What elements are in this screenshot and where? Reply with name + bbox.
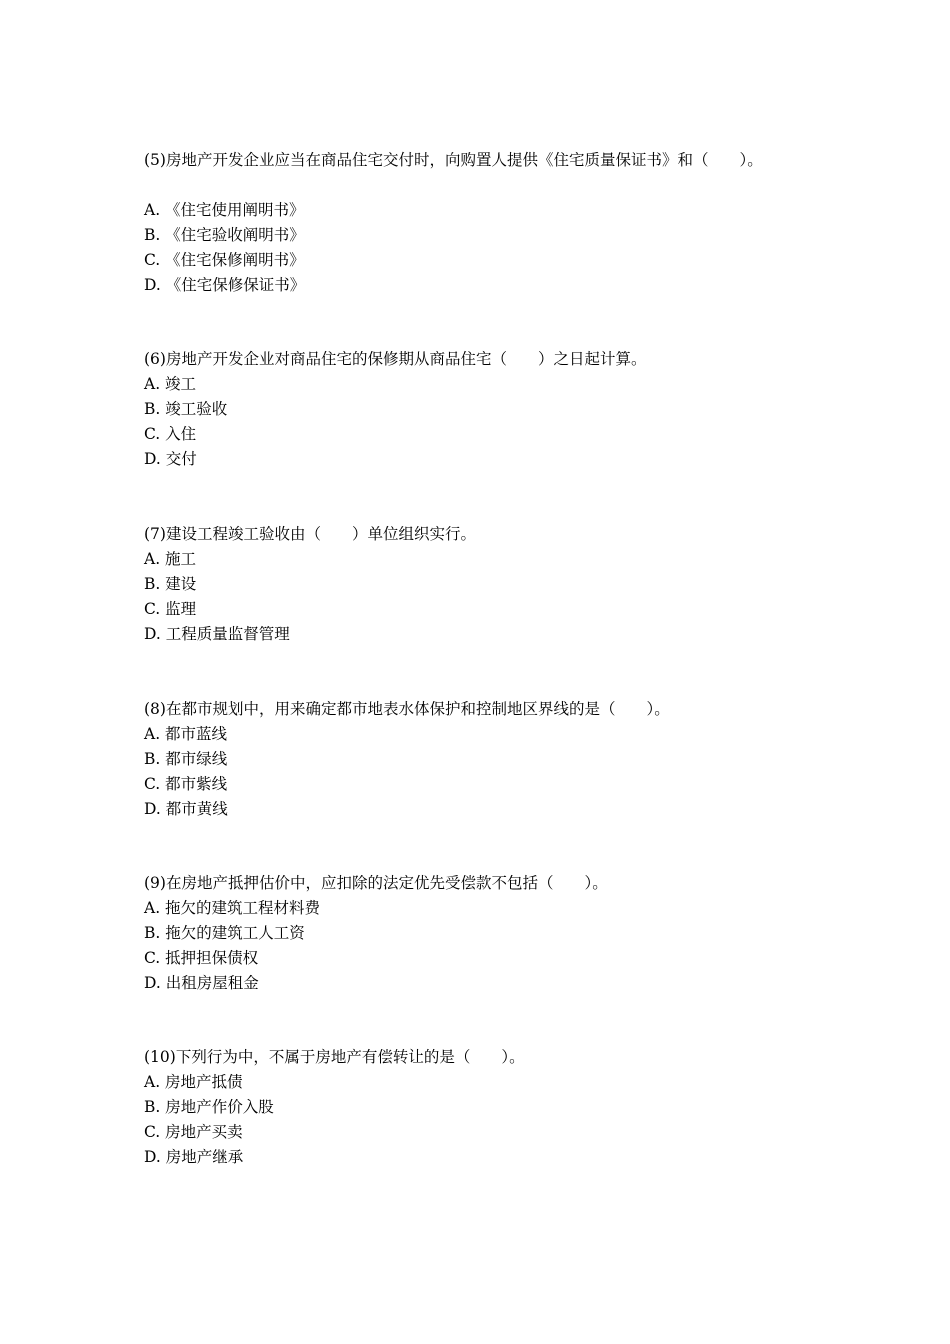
question-stem: (6)房地产开发企业对商品住宅的保修期从商品住宅（ ）之日起计算。 (144, 350, 647, 368)
option-d: D. 《住宅保修保证书》 (144, 276, 306, 294)
option-c: C. 入住 (144, 425, 197, 443)
option-d: D. 房地产继承 (144, 1148, 244, 1166)
question-5 (144, 148, 844, 298)
option-d: D. 工程质量监督管理 (144, 625, 290, 643)
question-stem: (9)在房地产抵押估价中，应扣除的法定优先受偿款不包括（ ）。 (144, 874, 608, 892)
question-8 (144, 697, 844, 822)
option-d: D. 都市黄线 (144, 800, 228, 818)
option-c: C. 监理 (144, 600, 197, 618)
question-stem: (7)建设工程竣工验收由（ ）单位组织实行。 (144, 525, 476, 543)
question-6 (144, 347, 844, 472)
option-d: D. 交付 (144, 450, 197, 468)
option-a: A. 房地产抵债 (144, 1073, 243, 1091)
option-a: A. 都市蓝线 (144, 725, 228, 743)
option-b: B. 建设 (144, 575, 197, 593)
option-a: A. 《住宅使用阐明书》 (144, 201, 305, 219)
option-c: C. 房地产买卖 (144, 1123, 243, 1141)
option-c: C. 都市紫线 (144, 775, 228, 793)
question-stem: (10)下列行为中，不属于房地产有偿转让的是（ ）。 (144, 1048, 525, 1066)
option-b: B. 房地产作价入股 (144, 1098, 274, 1116)
question-9 (144, 871, 844, 996)
option-b: B. 拖欠的建筑工人工资 (144, 924, 305, 942)
option-b: B. 都市绿线 (144, 750, 228, 768)
option-a: A. 竣工 (144, 375, 197, 393)
question-10 (144, 1045, 844, 1170)
option-a: A. 施工 (144, 550, 197, 568)
option-c: C. 《住宅保修阐明书》 (144, 251, 305, 269)
question-stem: (8)在都市规划中，用来确定都市地表水体保护和控制地区界线的是（ ）。 (144, 700, 670, 718)
option-b: B. 竣工验收 (144, 400, 228, 418)
option-b: B. 《住宅验收阐明书》 (144, 226, 305, 244)
option-c: C. 抵押担保债权 (144, 949, 259, 967)
question-stem: (5)房地产开发企业应当在商品住宅交付时，向购置人提供《住宅质量保证书》和（ ）。 (144, 151, 763, 169)
question-7 (144, 522, 844, 647)
option-d: D. 出租房屋租金 (144, 974, 259, 992)
option-a: A. 拖欠的建筑工程材料费 (144, 899, 321, 917)
